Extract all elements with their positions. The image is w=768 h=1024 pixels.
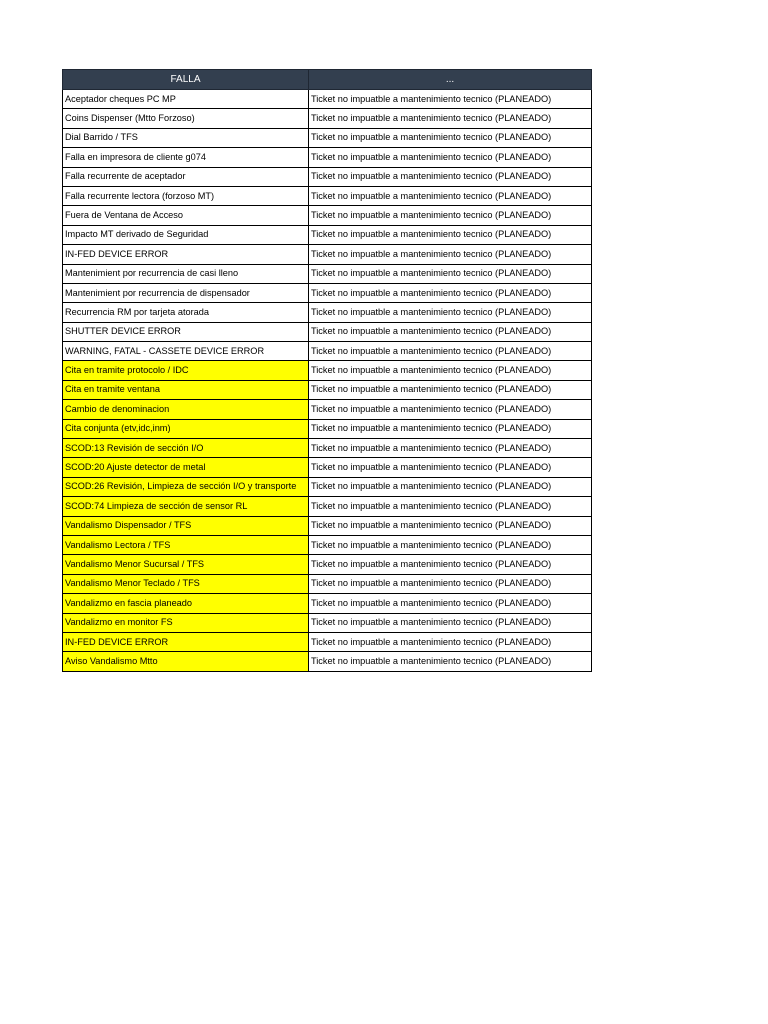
- falla-cell[interactable]: Falla en impresora de cliente g074: [63, 148, 309, 167]
- table-row[interactable]: [63, 148, 592, 167]
- table-row[interactable]: [63, 380, 592, 399]
- detalle-cell[interactable]: Ticket no impuatble a mantenimiento tecnico (PLANEADO): [309, 419, 592, 438]
- falla-cell[interactable]: Aceptador cheques PC MP: [63, 90, 309, 109]
- detalle-cell[interactable]: Ticket no impuatble a mantenimiento tecnico (PLANEADO): [309, 458, 592, 477]
- column-header-falla[interactable]: FALLA: [63, 70, 309, 90]
- table-row[interactable]: [63, 361, 592, 380]
- table-row[interactable]: [63, 652, 592, 671]
- table-row[interactable]: [63, 477, 592, 496]
- detalle-cell[interactable]: Ticket no impuatble a mantenimiento tecnico (PLANEADO): [309, 613, 592, 632]
- table-row[interactable]: [63, 128, 592, 147]
- table-row[interactable]: [63, 535, 592, 554]
- falla-cell[interactable]: SCOD:13 Revisión de sección I/O: [63, 439, 309, 458]
- table-row[interactable]: [63, 594, 592, 613]
- table-row[interactable]: [63, 245, 592, 264]
- detalle-cell[interactable]: Ticket no impuatble a mantenimiento tecnico (PLANEADO): [309, 361, 592, 380]
- falla-cell[interactable]: Vandalismo Menor Sucursal / TFS: [63, 555, 309, 574]
- table-row[interactable]: [63, 574, 592, 593]
- detalle-cell[interactable]: Ticket no impuatble a mantenimiento tecnico (PLANEADO): [309, 264, 592, 283]
- detalle-cell[interactable]: Ticket no impuatble a mantenimiento tecnico (PLANEADO): [309, 632, 592, 651]
- falla-cell[interactable]: SCOD:74 Limpieza de sección de sensor RL: [63, 497, 309, 516]
- detalle-cell[interactable]: Ticket no impuatble a mantenimiento tecnico (PLANEADO): [309, 148, 592, 167]
- falla-cell[interactable]: Mantenimient por recurrencia de casi lleno: [63, 264, 309, 283]
- table-row[interactable]: [63, 186, 592, 205]
- table-body: [63, 90, 592, 672]
- table-row[interactable]: [63, 516, 592, 535]
- table-row[interactable]: [63, 303, 592, 322]
- detalle-cell[interactable]: Ticket no impuatble a mantenimiento tecnico (PLANEADO): [309, 439, 592, 458]
- detalle-cell[interactable]: Ticket no impuatble a mantenimiento tecnico (PLANEADO): [309, 128, 592, 147]
- detalle-cell[interactable]: Ticket no impuatble a mantenimiento tecnico (PLANEADO): [309, 497, 592, 516]
- detalle-cell[interactable]: Ticket no impuatble a mantenimiento tecnico (PLANEADO): [309, 225, 592, 244]
- table-row[interactable]: [63, 342, 592, 361]
- table-row[interactable]: [63, 419, 592, 438]
- table-row[interactable]: [63, 225, 592, 244]
- detalle-cell[interactable]: Ticket no impuatble a mantenimiento tecnico (PLANEADO): [309, 516, 592, 535]
- falla-cell[interactable]: Vandalizmo en fascia planeado: [63, 594, 309, 613]
- table-row[interactable]: [63, 497, 592, 516]
- detalle-cell[interactable]: Ticket no impuatble a mantenimiento tecnico (PLANEADO): [309, 574, 592, 593]
- detalle-cell[interactable]: Ticket no impuatble a mantenimiento tecnico (PLANEADO): [309, 594, 592, 613]
- detalle-cell[interactable]: Ticket no impuatble a mantenimiento tecnico (PLANEADO): [309, 652, 592, 671]
- table-row[interactable]: [63, 109, 592, 128]
- table-row[interactable]: [63, 322, 592, 341]
- detalle-cell[interactable]: Ticket no impuatble a mantenimiento tecnico (PLANEADO): [309, 400, 592, 419]
- falla-cell[interactable]: IN-FED DEVICE ERROR: [63, 245, 309, 264]
- falla-cell[interactable]: Cambio de denominacion: [63, 400, 309, 419]
- column-header-detalle[interactable]: ...: [309, 70, 592, 90]
- detalle-cell[interactable]: Ticket no impuatble a mantenimiento tecnico (PLANEADO): [309, 206, 592, 225]
- falla-cell[interactable]: IN-FED DEVICE ERROR: [63, 632, 309, 651]
- table-row[interactable]: [63, 613, 592, 632]
- table-row[interactable]: [63, 400, 592, 419]
- detalle-cell[interactable]: Ticket no impuatble a mantenimiento tecnico (PLANEADO): [309, 109, 592, 128]
- falla-cell[interactable]: SCOD:20 Ajuste detector de metal: [63, 458, 309, 477]
- table-row[interactable]: [63, 283, 592, 302]
- detalle-cell[interactable]: Ticket no impuatble a mantenimiento tecnico (PLANEADO): [309, 380, 592, 399]
- falla-table: [62, 69, 592, 672]
- table-row[interactable]: [63, 206, 592, 225]
- falla-cell[interactable]: Recurrencia RM por tarjeta atorada: [63, 303, 309, 322]
- table-header-row: [63, 70, 592, 90]
- detalle-cell[interactable]: Ticket no impuatble a mantenimiento tecnico (PLANEADO): [309, 245, 592, 264]
- falla-cell[interactable]: Cita en tramite protocolo / IDC: [63, 361, 309, 380]
- detalle-cell[interactable]: Ticket no impuatble a mantenimiento tecnico (PLANEADO): [309, 342, 592, 361]
- falla-cell[interactable]: Vandalismo Lectora / TFS: [63, 535, 309, 554]
- falla-cell[interactable]: Dial Barrido / TFS: [63, 128, 309, 147]
- falla-cell[interactable]: Falla recurrente lectora (forzoso MT): [63, 186, 309, 205]
- falla-cell[interactable]: Vandalizmo en monitor FS: [63, 613, 309, 632]
- falla-cell[interactable]: Vandalismo Dispensador / TFS: [63, 516, 309, 535]
- falla-cell[interactable]: Vandalismo Menor Teclado / TFS: [63, 574, 309, 593]
- table-row[interactable]: [63, 90, 592, 109]
- detalle-cell[interactable]: Ticket no impuatble a mantenimiento tecnico (PLANEADO): [309, 477, 592, 496]
- falla-cell[interactable]: SCOD:26 Revisión, Limpieza de sección I/O y transporte: [63, 477, 309, 496]
- detalle-cell[interactable]: Ticket no impuatble a mantenimiento tecnico (PLANEADO): [309, 90, 592, 109]
- table-row[interactable]: [63, 458, 592, 477]
- detalle-cell[interactable]: Ticket no impuatble a mantenimiento tecnico (PLANEADO): [309, 303, 592, 322]
- falla-cell[interactable]: Cita en tramite ventana: [63, 380, 309, 399]
- detalle-cell[interactable]: Ticket no impuatble a mantenimiento tecnico (PLANEADO): [309, 535, 592, 554]
- falla-cell[interactable]: Mantenimient por recurrencia de dispensador: [63, 283, 309, 302]
- table-row[interactable]: [63, 167, 592, 186]
- table-row[interactable]: [63, 632, 592, 651]
- table-row[interactable]: [63, 264, 592, 283]
- falla-cell[interactable]: Cita conjunta (etv,idc,inm): [63, 419, 309, 438]
- table-row[interactable]: [63, 555, 592, 574]
- detalle-cell[interactable]: Ticket no impuatble a mantenimiento tecnico (PLANEADO): [309, 186, 592, 205]
- falla-cell[interactable]: SHUTTER DEVICE ERROR: [63, 322, 309, 341]
- detalle-cell[interactable]: Ticket no impuatble a mantenimiento tecnico (PLANEADO): [309, 283, 592, 302]
- falla-cell[interactable]: Fuera de Ventana de Acceso: [63, 206, 309, 225]
- falla-cell[interactable]: Aviso Vandalismo Mtto: [63, 652, 309, 671]
- detalle-cell[interactable]: Ticket no impuatble a mantenimiento tecnico (PLANEADO): [309, 322, 592, 341]
- falla-cell[interactable]: Falla recurrente de aceptador: [63, 167, 309, 186]
- falla-cell[interactable]: Coins Dispenser (Mtto Forzoso): [63, 109, 309, 128]
- falla-cell[interactable]: Impacto MT derivado de Seguridad: [63, 225, 309, 244]
- table-row[interactable]: [63, 439, 592, 458]
- falla-cell[interactable]: WARNING, FATAL - CASSETE DEVICE ERROR: [63, 342, 309, 361]
- detalle-cell[interactable]: Ticket no impuatble a mantenimiento tecnico (PLANEADO): [309, 555, 592, 574]
- detalle-cell[interactable]: Ticket no impuatble a mantenimiento tecnico (PLANEADO): [309, 167, 592, 186]
